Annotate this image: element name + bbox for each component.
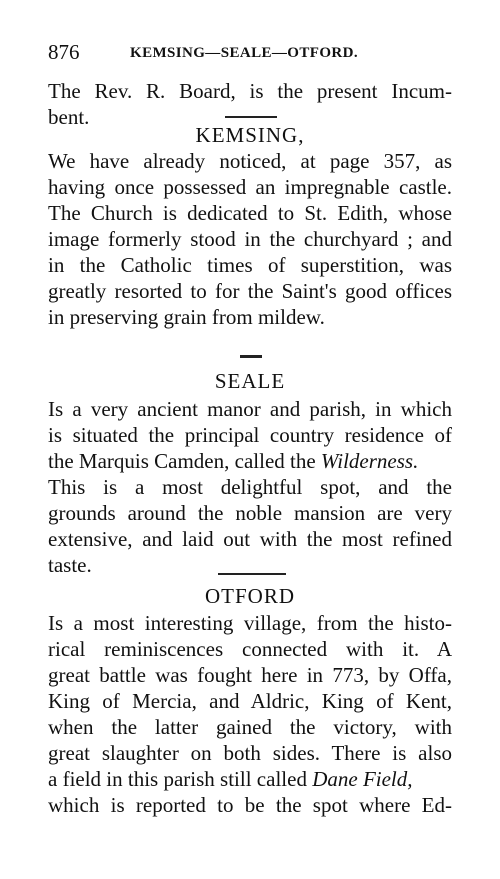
otford-line-7-text: a field in this parish still called	[48, 767, 313, 791]
seale-line-4: This is a most delightful spot, and the	[48, 475, 452, 499]
seale-line-3	[48, 448, 452, 474]
seale-line-7: taste.	[48, 553, 92, 577]
seale-line-6: extensive, and laid out with the most refined	[48, 527, 452, 551]
kemsing-line-6: greatly resorted to for the Saint's good offices	[48, 279, 452, 303]
intro-line-2: bent.	[48, 105, 90, 129]
running-head	[48, 40, 458, 64]
seale-line-1: Is a very ancient manor and parish, in which	[48, 397, 452, 421]
seale-line-5: grounds around the noble mansion are very	[48, 501, 452, 525]
otford-line-8: which is reported to be the spot where Ed-	[48, 793, 452, 817]
heading-seale: SEALE	[214, 369, 286, 393]
seale-line-3-text: the Marquis Camden, called the	[48, 449, 321, 473]
seale-line-2: is situated the principal country residence of	[48, 423, 452, 447]
wilderness-italic: Wilderness.	[320, 449, 419, 473]
heading-kemsing: KEMSING,	[195, 123, 305, 147]
section-rule	[218, 573, 286, 575]
kemsing-line-7: in preserving grain from mildew.	[48, 305, 325, 329]
dane-field-italic: Dane Field,	[312, 767, 413, 791]
intro-line-1: The Rev. R. Board, is the present Incum-	[48, 79, 452, 103]
kemsing-line-5: in the Catholic times of superstition, was	[48, 253, 452, 277]
kemsing-line-3: The Church is dedicated to St. Edith, whose	[48, 201, 452, 225]
running-title: KEMSING—SEALE—OTFORD.	[130, 45, 359, 61]
section-rule	[240, 355, 262, 358]
kemsing-line-4: image formerly stood in the churchyard ; and	[48, 227, 452, 251]
page-number: 876	[48, 40, 80, 64]
heading-otford: OTFORD	[204, 584, 295, 608]
otford-line-7	[48, 766, 452, 792]
otford-line-4: King of Mercia, and Aldric, King of Kent,	[48, 689, 452, 713]
kemsing-line-1: We have already noticed, at page 357, as	[48, 149, 452, 173]
otford-line-1: Is a most interesting village, from the histo-	[48, 611, 452, 635]
section-rule	[225, 116, 277, 118]
otford-line-5: when the latter gained the victory, with	[48, 715, 452, 739]
otford-line-6: great slaughter on both sides. There is also	[48, 741, 452, 765]
kemsing-line-2: having once possessed an impregnable castle.	[48, 175, 452, 199]
otford-line-3: great battle was fought here in 773, by Offa,	[48, 663, 452, 687]
otford-line-2: rical reminiscences connected with it. A	[48, 637, 452, 661]
